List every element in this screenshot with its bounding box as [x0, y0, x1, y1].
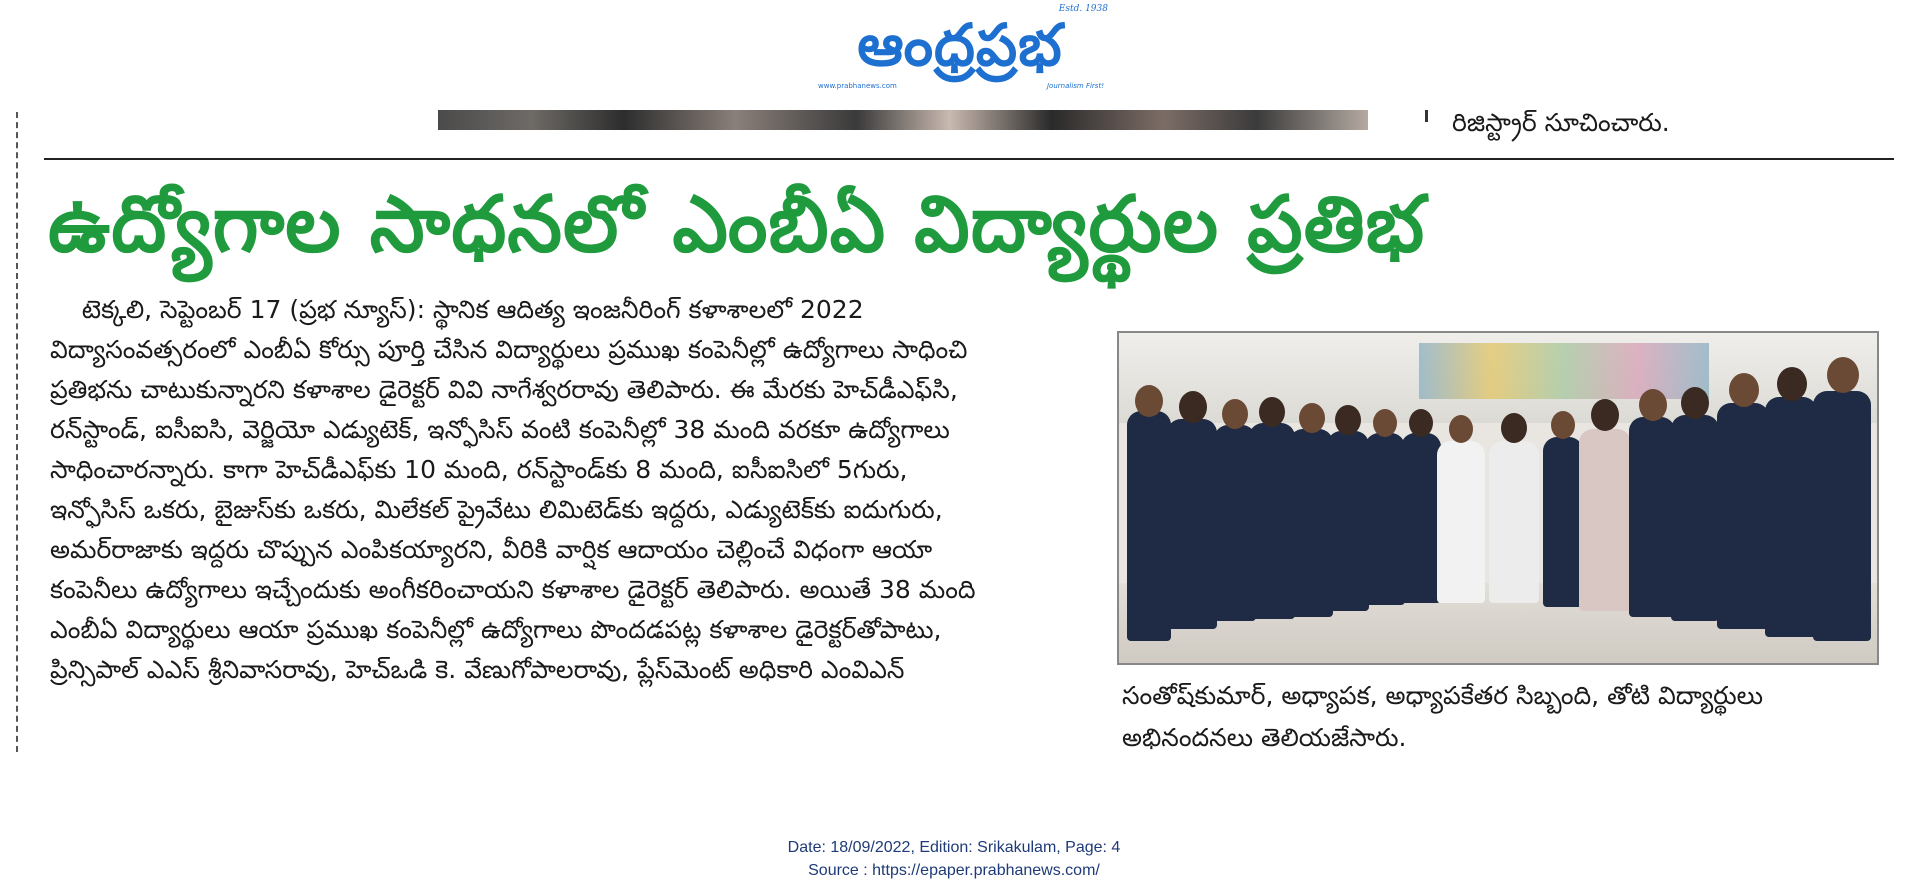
body-line: విద్యాసంవత్సరంలో ఎంబీఏ కోర్సు పూర్తి చేసిన విద్యార్థులు ప్రముఖ కంపెనీల్లో ఉద్యోగాలు సాధించి [50, 335, 968, 364]
logo-url: www.prabhanews.com [818, 82, 897, 90]
edition-info: Date: 18/09/2022, Edition: Srikakulam, Page: 4 [787, 839, 1121, 856]
person [1813, 391, 1871, 641]
previous-article-mark [1425, 110, 1428, 122]
person [1579, 429, 1631, 611]
person-head [1373, 409, 1397, 437]
person [1629, 417, 1675, 617]
person-head [1449, 415, 1473, 443]
previous-article-photo [438, 110, 1368, 130]
person-head [1135, 385, 1163, 417]
newspaper-logo: ఆంధ్రప్రభ [857, 11, 1063, 79]
person-head [1777, 367, 1807, 401]
source-url: Source : https://epaper.prabhanews.com/ [808, 862, 1100, 879]
body-line: అమర్‌రాజాకు ఇద్దరు చొప్పున ఎంపికయ్యారని, వీరికి వార్షిక ఆదాయం చెల్లించే విధంగా ఆయా [50, 535, 933, 564]
person-head [1591, 399, 1619, 431]
person [1437, 441, 1485, 603]
established-year: Estd. 1938 [1058, 4, 1108, 14]
photo-wall-mural [1419, 343, 1709, 399]
previous-article-caption: రిజిస్ట్రార్ సూచించారు. [1452, 108, 1670, 137]
body-line: టెక్కలి, సెప్టెంబర్ 17 (ప్రభ న్యూస్): స్థానిక ఆదిత్య ఇంజనీరింగ్ కళాశాలలో 2022 [50, 295, 864, 324]
photo-caption [1122, 675, 1882, 759]
article-body [50, 290, 1092, 690]
group-photo [1117, 331, 1879, 665]
person [1365, 433, 1405, 605]
person [1765, 397, 1817, 637]
person-head [1299, 403, 1325, 433]
caption-line: అభినందనలు తెలియజేసారు. [1122, 723, 1407, 752]
person [1167, 419, 1217, 629]
body-line: ఎంబీఏ విద్యార్థులు ఆయా ప్రముఖ కంపెనీల్లో ఉద్యోగాలు పొందడపట్ల కళాశాల డైరెక్టర్‌తోపాటు, [50, 615, 942, 644]
body-line: కంపెనీలు ఉద్యోగాలు ఇచ్చేందుకు అంగీకరించాయని కళాశాల డైరెక్టర్ తెలిపారు. అయితే 38 మంది [50, 575, 976, 604]
masthead [810, 4, 1110, 90]
person [1489, 441, 1539, 603]
logo-slogan: Journalism First! [1046, 82, 1104, 90]
person [1327, 431, 1369, 611]
person [1717, 403, 1769, 629]
person [1127, 411, 1171, 641]
person-head [1259, 397, 1285, 427]
person-head [1335, 405, 1361, 435]
person-head [1501, 413, 1527, 443]
person-head [1222, 399, 1248, 429]
body-line: ప్రిన్సిపాల్ ఎఎస్ శ్రీనివాసరావు, హెచ్‌ఒడి కె. వేణుగోపాలరావు, ప్లేస్‌మెంట్ అధికారి ఎంవిఎన్ [50, 655, 905, 684]
body-line: రన్‌స్టాండ్, ఐసీఐసి, వెర్జియో ఎడ్యుటెక్, ఇన్ఫోసిస్ వంటి కంపెనీల్లో 38 మంది వరకూ ఉద్యోగాలు [50, 415, 950, 444]
column-divider [16, 112, 18, 752]
person [1401, 433, 1441, 603]
person-head [1681, 387, 1709, 419]
person-head [1639, 389, 1667, 421]
section-divider [44, 158, 1894, 160]
person [1671, 415, 1719, 621]
person-head [1729, 373, 1759, 407]
body-line: సాధించారన్నారు. కాగా హెచ్‌డీఎఫ్‌కు 10 మంది, రన్‌స్టాండ్‌కు 8 మంది, ఐసీఐసిలో 5గురు, [50, 455, 908, 484]
person [1543, 437, 1583, 607]
caption-line: సంతోష్‌కుమార్, అధ్యాపక, అధ్యాపకేతర సిబ్బంది, తోటి విద్యార్థులు [1122, 681, 1764, 710]
body-line: ప్రతిభను చాటుకున్నారని కళాశాల డైరెక్టర్ వివి నాగేశ్వరరావు తెలిపారు. ఈ మేరకు హెచ్‌డీఎఫ్‌సి, [50, 375, 958, 404]
person-head [1551, 411, 1575, 439]
body-line: ఇన్ఫోసిస్ ఒకరు, బైజుస్‌కు ఒకరు, మిలేకల్ ప్రైవేటు లిమిటెడ్‌కు ఇద్దరు, ఎడ్యుటెక్‌కు ఐదుగురు, [50, 495, 943, 524]
person-head [1827, 357, 1859, 393]
person-head [1179, 391, 1207, 423]
source-footer [0, 836, 1908, 882]
article-headline: ఉద్యోగాల సాధనలో ఎంబీఏ విద్యార్థుల ప్రతిభ [48, 180, 1426, 270]
person-head [1409, 409, 1433, 437]
